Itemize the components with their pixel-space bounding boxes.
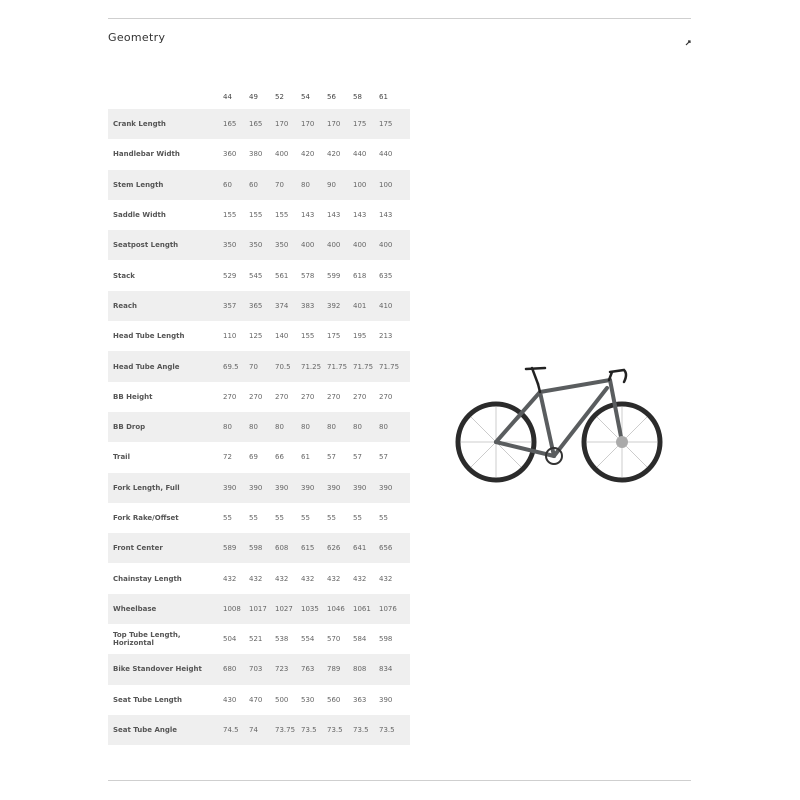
cell-value: 598 bbox=[379, 635, 393, 644]
cell-value: 530 bbox=[301, 695, 315, 704]
cell-value: 195 bbox=[353, 332, 367, 341]
cell-value: 615 bbox=[301, 533, 327, 563]
geometry-table-body bbox=[108, 109, 410, 745]
cell-value: 71.25 bbox=[301, 351, 327, 381]
table-row bbox=[108, 624, 410, 654]
cell-value: 618 bbox=[353, 271, 367, 280]
cell-value: 1061 bbox=[353, 594, 379, 624]
row-label: Seat Tube Length bbox=[113, 695, 183, 704]
cell-value: 350 bbox=[223, 230, 249, 260]
cell-value: 175 bbox=[353, 109, 379, 139]
cell-value: 73.75 bbox=[275, 715, 301, 745]
cell-value: 432 bbox=[249, 574, 263, 583]
cell-value: 71.75 bbox=[353, 351, 379, 381]
table-row bbox=[108, 139, 410, 169]
cell-value: 80 bbox=[275, 412, 301, 442]
cell-value: 61 bbox=[301, 453, 310, 462]
cell-value: 589 bbox=[223, 533, 249, 563]
size-header-row bbox=[108, 84, 410, 109]
row-label: Front Center bbox=[108, 533, 223, 563]
cell-value: 808 bbox=[353, 654, 379, 684]
cell-value: 578 bbox=[301, 271, 315, 280]
cell-value: 350 bbox=[275, 230, 301, 260]
cell-value: 155 bbox=[223, 211, 237, 220]
cell-value: 213 bbox=[379, 332, 393, 341]
row-label: Bike Standover Height bbox=[108, 654, 223, 684]
bottom-divider bbox=[108, 780, 691, 781]
cell-value: 529 bbox=[223, 271, 237, 280]
cell-value: 599 bbox=[327, 271, 341, 280]
cell-value: 432 bbox=[379, 574, 393, 583]
cell-value: 432 bbox=[223, 574, 237, 583]
table-row bbox=[108, 654, 410, 684]
cell-value: 55 bbox=[301, 514, 310, 522]
cell-value: 155 bbox=[275, 211, 289, 220]
cell-value: 270 bbox=[249, 392, 263, 401]
cell-value: 374 bbox=[275, 291, 301, 321]
row-label: Trail bbox=[113, 453, 130, 462]
cell-value: 60 bbox=[249, 170, 275, 200]
cell-value: 90 bbox=[327, 170, 353, 200]
cell-value: 270 bbox=[327, 392, 341, 401]
cell-value: 440 bbox=[353, 150, 367, 159]
table-row bbox=[108, 291, 410, 321]
cell-value: 1008 bbox=[223, 594, 249, 624]
cell-value: 175 bbox=[379, 109, 405, 139]
cell-value: 360 bbox=[223, 150, 237, 159]
cell-value: 69 bbox=[249, 453, 258, 462]
cell-value: 1035 bbox=[301, 594, 327, 624]
cell-value: 608 bbox=[275, 533, 301, 563]
cell-value: 584 bbox=[353, 635, 367, 644]
table-row bbox=[108, 594, 410, 624]
cell-value: 55 bbox=[327, 514, 336, 522]
cell-value: 390 bbox=[327, 473, 353, 503]
cell-value: 420 bbox=[301, 150, 315, 159]
cell-value: 570 bbox=[327, 635, 341, 644]
cell-value: 390 bbox=[379, 473, 405, 503]
cell-value: 763 bbox=[301, 654, 327, 684]
size-header: 49 bbox=[249, 92, 258, 101]
cell-value: 500 bbox=[275, 695, 289, 704]
cell-value: 170 bbox=[275, 109, 301, 139]
cell-value: 110 bbox=[223, 332, 237, 341]
cell-value: 521 bbox=[249, 635, 263, 644]
table-row bbox=[108, 412, 410, 442]
cell-value: 71.75 bbox=[327, 351, 353, 381]
cell-value: 270 bbox=[223, 392, 237, 401]
cell-value: 390 bbox=[353, 473, 379, 503]
cell-value: 400 bbox=[353, 230, 379, 260]
cell-value: 400 bbox=[327, 230, 353, 260]
cell-value: 432 bbox=[301, 574, 315, 583]
cell-value: 357 bbox=[223, 291, 249, 321]
cell-value: 598 bbox=[249, 533, 275, 563]
collapse-arrow-icon[interactable] bbox=[684, 33, 694, 43]
cell-value: 363 bbox=[353, 695, 367, 704]
size-header: 61 bbox=[379, 92, 388, 101]
cell-value: 140 bbox=[275, 332, 289, 341]
cell-value: 143 bbox=[301, 211, 315, 220]
row-label: Stem Length bbox=[108, 170, 223, 200]
cell-value: 365 bbox=[249, 291, 275, 321]
cell-value: 72 bbox=[223, 453, 232, 462]
table-row bbox=[108, 442, 410, 472]
size-header: 54 bbox=[301, 92, 310, 101]
cell-value: 703 bbox=[249, 654, 275, 684]
row-label: Seat Tube Angle bbox=[108, 715, 223, 745]
cell-value: 400 bbox=[301, 230, 327, 260]
row-label: BB Height bbox=[113, 392, 153, 401]
row-label: Wheelbase bbox=[108, 594, 223, 624]
cell-value: 392 bbox=[327, 291, 353, 321]
cell-value: 80 bbox=[249, 412, 275, 442]
cell-value: 538 bbox=[275, 635, 289, 644]
cell-value: 170 bbox=[327, 109, 353, 139]
table-row bbox=[108, 685, 410, 715]
gravel-bike-image bbox=[452, 360, 666, 490]
cell-value: 545 bbox=[249, 271, 263, 280]
cell-value: 55 bbox=[275, 514, 284, 522]
cell-value: 55 bbox=[379, 514, 388, 522]
cell-value: 1046 bbox=[327, 594, 353, 624]
cell-value: 350 bbox=[249, 230, 275, 260]
table-row bbox=[108, 503, 410, 533]
cell-value: 73.5 bbox=[353, 715, 379, 745]
cell-value: 55 bbox=[249, 514, 258, 522]
cell-value: 55 bbox=[353, 514, 362, 522]
cell-value: 143 bbox=[353, 211, 367, 220]
cell-value: 470 bbox=[249, 695, 263, 704]
row-label: Head Tube Angle bbox=[108, 351, 223, 381]
size-header: 58 bbox=[353, 92, 362, 101]
cell-value: 504 bbox=[223, 635, 237, 644]
size-header: 52 bbox=[275, 92, 284, 101]
cell-value: 80 bbox=[301, 412, 327, 442]
cell-value: 410 bbox=[379, 291, 405, 321]
cell-value: 641 bbox=[353, 533, 379, 563]
table-row bbox=[108, 109, 410, 139]
cell-value: 383 bbox=[301, 291, 327, 321]
table-row bbox=[108, 321, 410, 351]
cell-value: 74.5 bbox=[223, 715, 249, 745]
cell-value: 1076 bbox=[379, 594, 405, 624]
cell-value: 73.5 bbox=[327, 715, 353, 745]
cell-value: 432 bbox=[275, 574, 289, 583]
row-label: Stack bbox=[113, 271, 135, 280]
table-row bbox=[108, 230, 410, 260]
cell-value: 70 bbox=[275, 170, 301, 200]
row-label: Fork Length, Full bbox=[108, 473, 223, 503]
cell-value: 57 bbox=[353, 453, 362, 462]
table-row bbox=[108, 473, 410, 503]
cell-value: 789 bbox=[327, 654, 353, 684]
cell-value: 400 bbox=[275, 150, 289, 159]
cell-value: 560 bbox=[327, 695, 341, 704]
cell-value: 80 bbox=[379, 412, 405, 442]
cell-value: 165 bbox=[223, 109, 249, 139]
cell-value: 635 bbox=[379, 271, 393, 280]
row-label: Chainstay Length bbox=[113, 574, 182, 583]
geometry-table bbox=[108, 84, 410, 745]
top-divider bbox=[108, 18, 691, 19]
row-label: Seatpost Length bbox=[108, 230, 223, 260]
cell-value: 155 bbox=[249, 211, 263, 220]
row-label: Handlebar Width bbox=[113, 150, 180, 159]
row-label: Saddle Width bbox=[113, 211, 166, 220]
cell-value: 656 bbox=[379, 533, 405, 563]
table-row bbox=[108, 563, 410, 593]
size-header: 44 bbox=[223, 92, 232, 101]
cell-value: 143 bbox=[327, 211, 341, 220]
cell-value: 680 bbox=[223, 654, 249, 684]
cell-value: 80 bbox=[223, 412, 249, 442]
cell-value: 380 bbox=[249, 150, 263, 159]
cell-value: 626 bbox=[327, 533, 353, 563]
cell-value: 400 bbox=[379, 230, 405, 260]
table-row bbox=[108, 382, 410, 412]
cell-value: 175 bbox=[327, 332, 341, 341]
table-row bbox=[108, 351, 410, 381]
table-row bbox=[108, 200, 410, 230]
cell-value: 401 bbox=[353, 291, 379, 321]
cell-value: 165 bbox=[249, 109, 275, 139]
cell-value: 554 bbox=[301, 635, 315, 644]
cell-value: 270 bbox=[301, 392, 315, 401]
cell-value: 70.5 bbox=[275, 351, 301, 381]
cell-value: 155 bbox=[301, 332, 315, 341]
cell-value: 80 bbox=[353, 412, 379, 442]
cell-value: 170 bbox=[301, 109, 327, 139]
section-title: Geometry bbox=[108, 31, 166, 44]
cell-value: 143 bbox=[379, 211, 393, 220]
table-row bbox=[108, 170, 410, 200]
size-header: 56 bbox=[327, 92, 336, 101]
cell-value: 70 bbox=[249, 351, 275, 381]
cell-value: 270 bbox=[353, 392, 367, 401]
cell-value: 432 bbox=[353, 574, 367, 583]
cell-value: 270 bbox=[275, 392, 289, 401]
row-label: Head Tube Length bbox=[113, 332, 185, 341]
cell-value: 69.5 bbox=[223, 351, 249, 381]
row-label: Crank Length bbox=[108, 109, 223, 139]
cell-value: 60 bbox=[223, 170, 249, 200]
cell-value: 390 bbox=[223, 473, 249, 503]
row-label: Reach bbox=[108, 291, 223, 321]
cell-value: 390 bbox=[379, 695, 393, 704]
cell-value: 834 bbox=[379, 654, 405, 684]
table-row bbox=[108, 533, 410, 563]
row-label: Fork Rake/Offset bbox=[113, 514, 179, 522]
cell-value: 723 bbox=[275, 654, 301, 684]
cell-value: 57 bbox=[327, 453, 336, 462]
table-row bbox=[108, 260, 410, 290]
cell-value: 390 bbox=[249, 473, 275, 503]
cell-value: 430 bbox=[223, 695, 237, 704]
cell-value: 74 bbox=[249, 715, 275, 745]
cell-value: 80 bbox=[301, 170, 327, 200]
cell-value: 270 bbox=[379, 392, 393, 401]
cell-value: 66 bbox=[275, 453, 284, 462]
cell-value: 1017 bbox=[249, 594, 275, 624]
cell-value: 73.5 bbox=[379, 715, 405, 745]
cell-value: 57 bbox=[379, 453, 388, 462]
cell-value: 1027 bbox=[275, 594, 301, 624]
cell-value: 125 bbox=[249, 332, 263, 341]
cell-value: 100 bbox=[353, 170, 379, 200]
cell-value: 561 bbox=[275, 271, 289, 280]
cell-value: 420 bbox=[327, 150, 341, 159]
cell-value: 55 bbox=[223, 514, 232, 522]
cell-value: 80 bbox=[327, 412, 353, 442]
cell-value: 71.75 bbox=[379, 351, 405, 381]
cell-value: 440 bbox=[379, 150, 393, 159]
cell-value: 390 bbox=[275, 473, 301, 503]
row-label: Top Tube Length, Horizontal bbox=[113, 631, 181, 648]
cell-value: 390 bbox=[301, 473, 327, 503]
cell-value: 100 bbox=[379, 170, 405, 200]
cell-value: 432 bbox=[327, 574, 341, 583]
table-row bbox=[108, 715, 410, 745]
row-label: BB Drop bbox=[108, 412, 223, 442]
cell-value: 73.5 bbox=[301, 715, 327, 745]
